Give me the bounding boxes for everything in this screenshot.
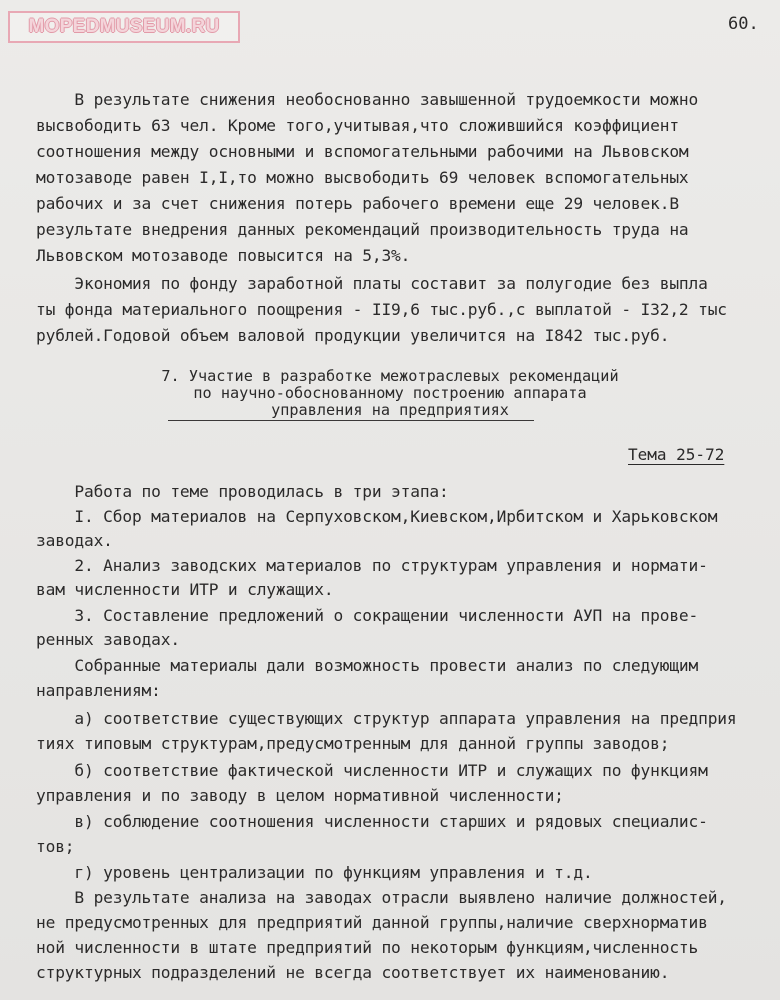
text-line: Собранные материалы дали возможность провести анализ по следующим: [36, 656, 699, 675]
heading-line: по научно-обоснованному построению аппарата: [193, 384, 587, 402]
text-line: 2. Анализ заводских материалов по структурам управления и нормати-: [36, 556, 708, 575]
text-line: ренных заводах.: [36, 630, 180, 649]
text-line: тиях типовым структурам,предусмотренным для данной группы заводов;: [36, 734, 670, 753]
text-line: вам численности ИТР и служащих.: [36, 580, 334, 599]
topic-label: Тема 25-72: [628, 445, 725, 464]
text-line: Экономия по фонду заработной платы составит за полугодие без выпла: [36, 274, 708, 293]
heading-underline: [168, 420, 534, 421]
text-line: г) уровень централизации по функциям управления и т.д.: [36, 863, 593, 882]
text-line: I. Сбор материалов на Серпуховском,Киевском,Ирбитском и Харьковском: [36, 507, 718, 526]
text-line: направлениям:: [36, 681, 161, 700]
text-line: результате внедрения данных рекомендаций производительность труда на: [36, 220, 689, 239]
text-line: управления и по заводу в целом нормативной численности;: [36, 786, 564, 805]
text-line: рублей.Годовой объем валовой продукции увеличится на I842 тыс.руб.: [36, 326, 670, 345]
page-number: 60.: [728, 14, 759, 34]
text-line: Львовском мотозаводе повысится на 5,3%.: [36, 246, 411, 265]
text-line: рабочих и за счет снижения потерь рабочего времени еще 29 человек.В: [36, 194, 679, 213]
heading-line: 7. Участие в разработке межотраслевых рекомендаций: [161, 367, 619, 385]
text-line: ной численности в штате предприятий по некоторым функциям,численность: [36, 938, 699, 957]
text-line: в) соблюдение соотношения численности старших и рядовых специалис-: [36, 812, 708, 831]
text-line: соотношения между основными и вспомогательными рабочими на Львовском: [36, 142, 689, 161]
text-line: высвободить 63 чел. Кроме того,учитывая,что сложившийся коэффициент: [36, 116, 679, 135]
text-line: не предусмотренных для предприятий данной группы,наличие сверхнорматив: [36, 913, 708, 932]
text-line: б) соответствие фактической численности ИТР и служащих по функциям: [36, 761, 708, 780]
text-line: В результате анализа на заводах отрасли выявлено наличие должностей,: [36, 888, 727, 907]
text-line: В результате снижения необоснованно завышенной трудоемкости можно: [36, 90, 699, 109]
text-line: Работа по теме проводилась в три этапа:: [36, 482, 449, 501]
text-line: ты фонда материального поощрения - II9,6 тыс.руб.,с выплатой - I32,2 тыс: [36, 300, 727, 319]
heading-line: управления на предприятиях: [271, 401, 509, 419]
text-line: 3. Составление предложений о сокращении численности АУП на прове-: [36, 606, 699, 625]
text-line: структурных подразделений не всегда соответствует их наименованию.: [36, 963, 670, 982]
text-line: мотозаводе равен I,I,то можно высвободить 69 человек вспомогательных: [36, 168, 689, 187]
text-line: а) соответствие существующих структур аппарата управления на предприя: [36, 709, 737, 728]
text-line: заводах.: [36, 531, 113, 550]
watermark-logo: MOPEDMUSEUM.RU: [8, 11, 240, 43]
text-line: тов;: [36, 837, 75, 856]
